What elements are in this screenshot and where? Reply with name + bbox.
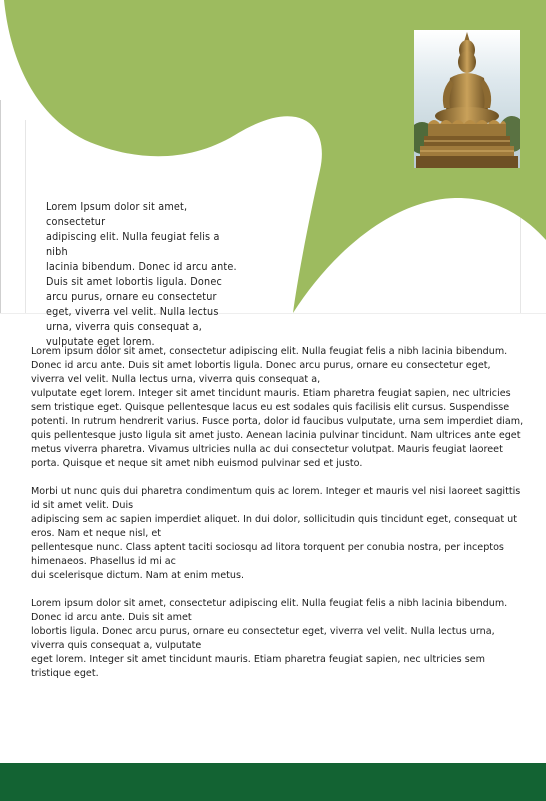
intro-text: Lorem Ipsum dolor sit amet, consectetur adipiscing elit. Nulla feugiat felis a nibh lacinia bibendum. Donec id arcu ante. Duis sit amet lobortis ligula. Donec arcu purus, ornare eu consectetur eget, viverra vel velit. Nulla lectus urna, viverra quis consequat a, vulputate eget lorem. xyxy=(46,201,237,348)
footer-bar xyxy=(0,763,546,801)
paragraph: Lorem ipsum dolor sit amet, consectetur adipiscing elit. Nulla feugiat felis a nibh lacinia bibendum. Donec id arcu ante. Duis sit amet lobortis ligula. Donec arcu purus, ornare eu consectetur eget, viverra vel velit. Nulla lectus urna, viverra quis consequat a, vulputate eget lorem. Integer sit amet tincidunt mauris. Etiam pharetra feugiat sapien, nec ultricies sem tristique eget. xyxy=(31,598,508,679)
hero-section xyxy=(0,0,546,348)
paragraph: Morbi ut nunc quis dui pharetra condimentum quis ac lorem. Integer et mauris vel nisi laoreet sagittis id sit amet velit. Duis adipiscing sem ac sapien imperdiet aliquet. In dui dolor, sollicitudin quis tincidunt eget, consequat ut eros. Nam et neque nisl, et pellentesque nunc. Class aptent taciti sociosqu ad litora torquent per conubia nostra, per inceptos himenaeos. Phasellus id mi ac dui scelerisque dictum. Nam at enim metus. xyxy=(31,486,521,581)
buddha-statue-photo xyxy=(414,30,520,168)
paragraph: Lorem ipsum dolor sit amet, consectetur adipiscing elit. Nulla feugiat felis a nibh lacinia bibendum. Donec id arcu ante. Duis sit amet lobortis ligula. Donec arcu purus, ornare eu consectetur eget, viverra vel velit. Nulla lectus urna, viverra quis consequat a, vulputate eget lorem. Integer sit amet tincidunt mauris. Etiam pharetra feugiat sapien, nec ultricies sem tristique eget. Quisque pellentesque lacus eu est sodales quis facilisis elit cursus. Suspendisse potenti. In rutrum hendrerit varius. Fusce porta, dolor id faucibus vulputate, urna sem imperdiet diam, quis pellentesque justo ligula sit amet justo. Aenean lacinia pulvinar tincidunt. Nam ultrices ante eget metus viverra pharetra. Vivamus ultricies nulla ac dui consectetur volutpat. Mauris feugiat laoreet porta. Quisque et neque sit amet nibh euismod pulvinar sed et justo. xyxy=(31,346,524,469)
article-body xyxy=(31,345,526,695)
